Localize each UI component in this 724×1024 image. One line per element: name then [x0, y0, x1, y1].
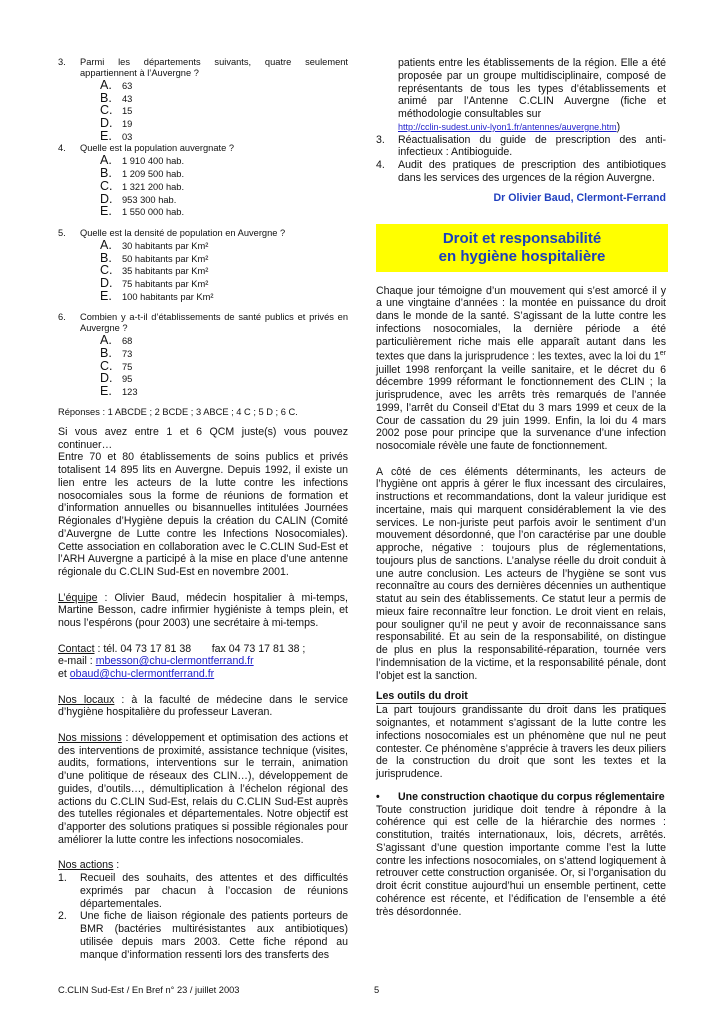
footer-publication: C.CLIN Sud-Est / En Bref n° 23 / juillet 2003 [58, 985, 240, 995]
question-number: 3. [58, 57, 66, 67]
answer-option: A. 68 [100, 333, 133, 348]
list-item: 1. Recueil des souhaits, des attentes et des difficultés exprimés par chacun à l’occasion de réunions départementales. [58, 872, 348, 910]
quiz-question [58, 312, 348, 397]
answer-option: B. 1 209 500 hab. [100, 166, 185, 181]
answer-option: E. 123 [100, 384, 138, 399]
quiz-question [58, 57, 348, 142]
email-link[interactable]: mbesson@chu-clermontferrand.fr [95, 655, 254, 668]
answer-option: E. 03 [100, 128, 133, 143]
quiz-question [58, 228, 348, 302]
answer-option: E. 1 550 000 hab. [100, 204, 185, 219]
team-paragraph: L’équipe : Olivier Baud, médecin hospitalier à mi-temps, Martine Besson, cadre infirmier hygiéniste à temps plein, et nous l’espérons (pour 2003) une secrétaire à mi-temps. [58, 591, 348, 629]
answer-option: D. 19 [100, 116, 133, 131]
contact-paragraph: Contact : tél. 04 73 17 81 38 fax 04 73 17 81 38 ; e-mail : mbesson@chu-clermontferrand.fr et obaud@chu-clermontferrand.fr [58, 642, 306, 680]
actions-heading: Nos actions : [58, 859, 120, 872]
right-column [376, 57, 666, 918]
article-title-banner [376, 224, 668, 272]
question-text: Quelle est la densité de population en Auvergne ? [80, 227, 286, 238]
answer-option: B. 73 [100, 346, 133, 360]
intro-paragraph: Entre 70 et 80 établissements de soins publics et privés totalisent 14 895 lits en Auvergne. Depuis 1992, il existe un lien entre les acteurs de la lutte contre les infections nosocomiales sous la forme de réunions de formation et d’information annuelles ou bisannuelles intitulées Journées Régionales d’Hygiène depuis la création du CALIN (Comité d’Auvergne de Lutte contre les Infections Nosocomiales). Cette association en collaboration avec le C.CLIN Sud-Est et l’ARH Auvergne a participé à la mise en place d’une antenne régionale du C.CLIN Sud-Est en novembre 2001. [58, 451, 348, 578]
question-number: 4. [58, 143, 66, 154]
quiz-question [58, 143, 348, 217]
question-text: Combien y a-t-il d’établissements de santé publics et privés en Auvergne ? [80, 312, 348, 334]
intro-paragraph: Si vous avez entre 1 et 6 QCM juste(s) vous pouvez continuer… [58, 425, 348, 451]
answer-option: D. 953 300 hab. [100, 191, 177, 206]
page-number: 5 [374, 985, 380, 995]
list-item: 2. Une fiche de liaison régionale des patients porteurs de BMR (bactéries multirésistantes aux antibiotiques) utilisée depuis mars 2003. Cette fiche répond au manque d’information ressenti lors des transferts des [58, 910, 348, 961]
list-item: patients entre les établissements de la région. Elle a été proposée par un groupe multidisciplinaire, composé de représentants de tous les types d’établissements et animé par l’Antenne C.CLIN Auvergne (fiche et méthodologie consultables sur http://cclin-sudest.univ-lyon1.fr/antennes/auvergne.htm) [398, 57, 666, 133]
answer-option: C. 75 [100, 358, 133, 373]
bullet-heading: • Une construction chaotique du corpus réglementaire [376, 790, 665, 803]
answer-option: A. 1 910 400 hab. [100, 153, 185, 168]
answer-option: A. 30 habitants par Km² [100, 237, 209, 252]
answer-option: C. 35 habitants par Km² [100, 263, 209, 278]
actions-list [58, 872, 348, 961]
question-text: Quelle est la population auvergnate ? [80, 143, 235, 154]
web-link[interactable]: http://cclin-sudest.univ-lyon1.fr/antennes/auvergne.htm [398, 121, 617, 132]
question-number: 5. [58, 227, 66, 238]
answer-option: C. 1 321 200 hab. [100, 178, 185, 193]
article-title-line: en hygiène hospitalière [438, 247, 606, 265]
answer-option: D. 95 [100, 371, 133, 386]
actions-list-continued [376, 57, 666, 185]
answer-option: E. 100 habitants par Km² [100, 288, 214, 303]
premises-paragraph: Nos locaux : à la faculté de médecine dans le service d’hygiène hospitalière du professeur Laveran. [58, 693, 348, 719]
bullet-icon: • [376, 790, 380, 803]
answer-option: C. 15 [100, 103, 133, 118]
article-title-line: Droit et responsabilité [442, 229, 602, 247]
body-paragraph: La part toujours grandissante du droit dans les pratiques soignantes, et notamment s’agissant de la lutte contre les infections nosocomiales est un phénomène que nul ne peut contester. Ce phénomène s’apprécie à travers les deux piliers de la construction du droit que sont les textes et la jurisprudence. [376, 704, 666, 781]
answer-option: D. 75 habitants par Km² [100, 275, 209, 290]
question-number: 6. [58, 312, 66, 323]
email-link[interactable]: obaud@chu-clermontferrand.fr [69, 668, 215, 680]
list-item: 3. Réactualisation du guide de prescription des anti-infectieux : Antibioguide. [376, 133, 666, 159]
missions-paragraph: Nos missions : développement et optimisation des actions et des interventions de proximité, assistance technique (visites, audits, formations, interventions sur le terrain, animation d’une politique de réseaux des CLIN…), développement de guides, d’outils…, démultiplication à l’échelon régional des actions du C.CLIN Sud-Est, relais du C.CLIN Sud-Est auprès des tutelles régionales et départementales. Notre objectif est d’apporter des solutions pratiques si possible régionales pour améliorer la lutte contre les infections nosocomiales. [58, 731, 348, 846]
quiz-answers: Réponses : 1 ABCDE ; 2 BCDE ; 3 ABCE ; 4 C ; 5 D ; 6 C. [58, 406, 298, 417]
body-paragraph: A côté de ces éléments déterminants, les acteurs de l’hygiène ont appris à gérer le flux incessant des circulaires, instructions et recommandations, dont la valeur juridique est incertaine, mais qui marquent considérablement la vie des services. Le non-juriste peut parfois avoir le sentiment d’un mouvement désordonné, que l’on caractérise par une double approche, négative : toujours plus de réglementations, toujours plus de sanctions. L’analyse réelle du droit conduit à une autre conclusion. Les acteurs de l’hygiène se sont vus reconnaître au cours des dernières décennies un authentique statut au sein des établissements. Ce statut leur a permis de mieux faire reconnaître leur fonction. Le droit vient en relais, pour souligner qu’il ne peut y avoir de reconnaissance sans responsabilité. Et au sein de la responsabilité, on distingue de plus en plus la responsabilité-réparation, tournée vers l’indemnisation de la victime, et la responsabilité pénale, dont l’objet est la sanction. [376, 465, 666, 682]
answer-option: B. 43 [100, 90, 133, 105]
answer-option: A. 63 [100, 78, 133, 92]
question-text: Parmi les départements suivants, quatre seulement appartiennent à l’Auvergne ? [80, 57, 348, 78]
author-signature: Dr Olivier Baud, Clermont-Ferrand [493, 191, 666, 204]
section-heading: Les outils du droit [376, 690, 666, 704]
left-column [58, 57, 348, 961]
answer-option: B. 50 habitants par Km² [100, 250, 209, 265]
body-paragraph: Chaque jour témoigne d’un mouvement qui s’est amorcé il y a une vingtaine d’années : la montée en puissance du droit dans le monde de la santé. S’agissant de la lutte contre les infections nosocomiales, la dernière période a été particulièrement riche mais elle apparaît autant dans les textes que dans la jurisprudence : les textes, avec la loi du 1er juillet 1998 renforçant la veille sanitaire, et le décret du 6 décembre 1999 réformant le fonctionnement des CLIN ; la jurisprudence, avec les arrêts très remarqués de l’année 1999, l’arrêt du Conseil d’Etat du 3 mars 1999 et ceux de la Cour de cassation du 29 juin 1999. Enfin, la loi du 4 mars 2002 pose pour principe que la survenance d’une infection nosocomiale révèle une faute de fonctionnement. [376, 284, 666, 453]
list-item: 4. Audit des pratiques de prescription des antibiotiques dans les services des urgences de la région Auvergne. [376, 159, 666, 184]
body-paragraph: Toute construction juridique doit tendre à répondre à la cohérence qui est celle de la hiérarchie des normes : constitution, traités internationaux, lois, décrets, arrêtés. S’agissant d’une question importante comme l’est la lutte contre les infections nosocomiales, on s’attend logiquement à retrouver cette construction organisée. Or, si l’organisation du droit écrit constitue aujourd’hui un ensemble pertinent, cette cohérence est récente, et l’édification de l’ensemble a été très désordonnée. [376, 803, 666, 918]
